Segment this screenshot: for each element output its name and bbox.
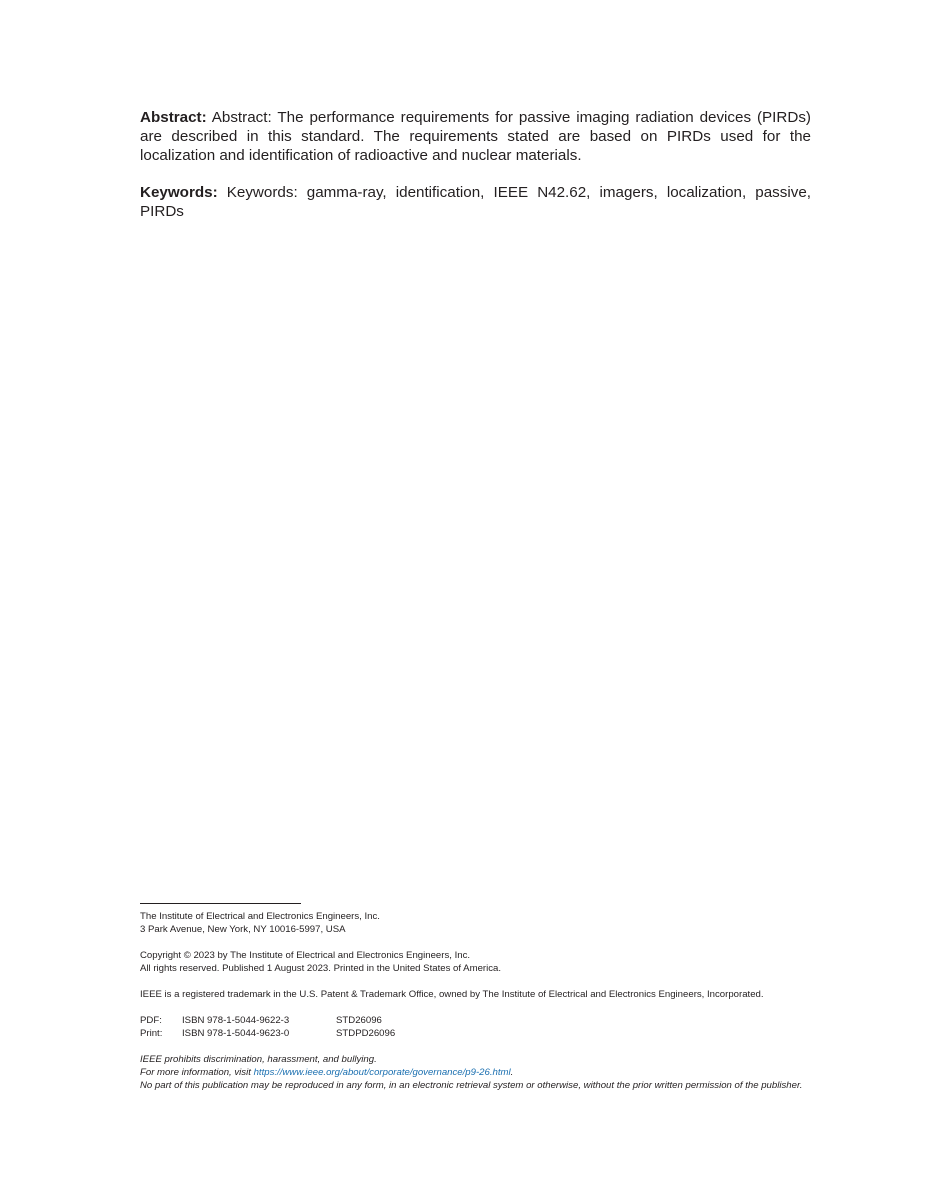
policy-notice: IEEE prohibits discrimination, harassment, and bullying.	[140, 1054, 377, 1065]
rights-line: All rights reserved. Published 1 August 2023. Printed in the United States of America.	[140, 963, 502, 974]
publisher-name: The Institute of Electrical and Electronics Engineers, Inc.	[140, 911, 380, 922]
keywords-paragraph	[140, 183, 811, 221]
isbn-number: ISBN 978-1-5044-9623-0	[182, 1028, 290, 1039]
imprint-footer	[140, 910, 811, 1092]
abstract-text: Abstract: The performance requirements for passive imaging radiation devices (PIRDs) are described in this standard. The requirements stated are based on PIRDs used for the localization and identification of radioactive and nuclear materials.	[140, 109, 811, 164]
isbn-row-pdf	[140, 1014, 811, 1027]
keywords-text: Keywords: gamma-ray, identification, IEEE N42.62, imagers, localization, passive, PIRDs	[140, 184, 811, 220]
more-info-prefix: For more information, visit	[140, 1067, 254, 1078]
isbn-row-print	[140, 1027, 811, 1040]
isbn-number: ISBN 978-1-5044-9622-3	[182, 1015, 290, 1026]
reproduction-notice: No part of this publication may be reproduced in any form, in an electronic retrieval system or otherwise, without the prior written permission of the publisher.	[140, 1080, 803, 1091]
abstract-paragraph	[140, 108, 811, 165]
footnote-divider	[140, 903, 301, 904]
governance-link[interactable]: https://www.ieee.org/about/corporate/governance/p9-26.html	[253, 1067, 511, 1078]
copyright-line: Copyright © 2023 by The Institute of Electrical and Electronics Engineers, Inc.	[140, 950, 471, 961]
more-info-line	[140, 1066, 811, 1079]
document-page	[140, 0, 811, 1185]
keywords-label: Keywords:	[140, 184, 218, 201]
isbn-type: PDF:	[140, 1015, 162, 1026]
isbn-code: STDPD26096	[336, 1028, 396, 1039]
publisher-address: 3 Park Avenue, New York, NY 10016-5997, USA	[140, 924, 346, 935]
trademark-notice: IEEE is a registered trademark in the U.S. Patent & Trademark Office, owned by The Institute of Electrical and Electronics Engineers, Incorporated.	[140, 989, 764, 1000]
isbn-type: Print:	[140, 1028, 163, 1039]
abstract-label: Abstract:	[140, 109, 207, 126]
isbn-code: STD26096	[336, 1015, 382, 1026]
more-info-suffix: .	[510, 1067, 514, 1078]
